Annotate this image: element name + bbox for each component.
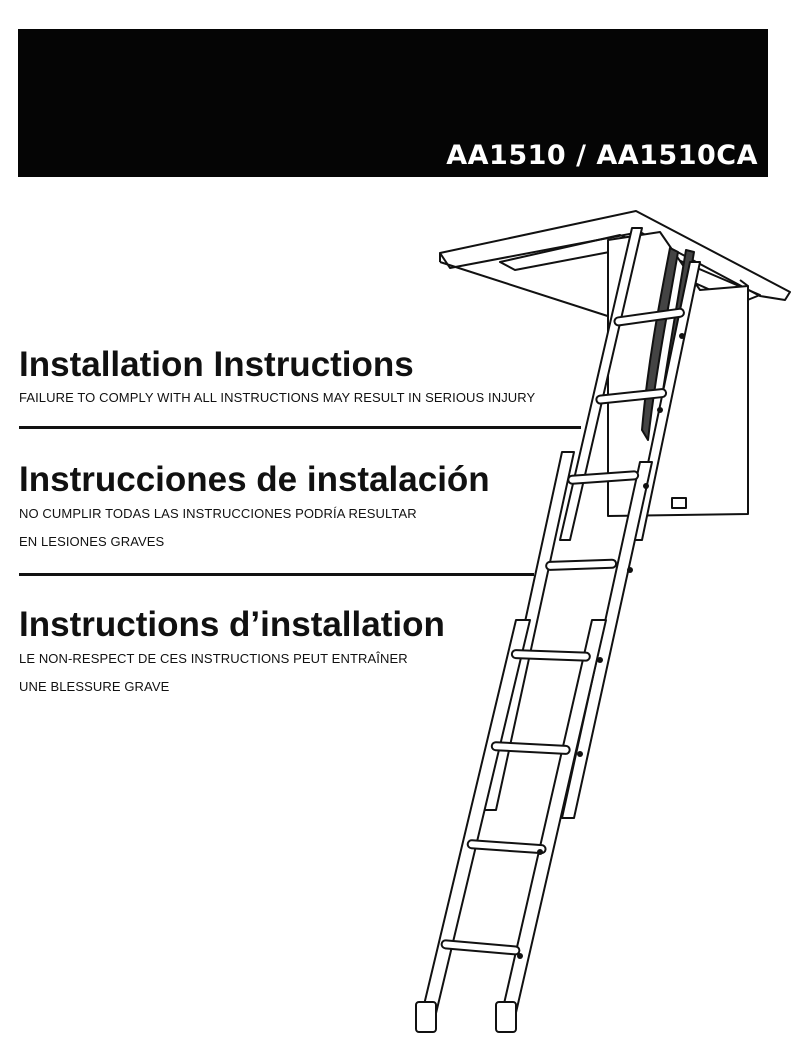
french-warning-line2: UNE BLESSURE GRAVE <box>19 679 170 694</box>
rung <box>441 940 519 955</box>
header-banner <box>18 29 768 177</box>
spanish-title: Instrucciones de instalación <box>19 460 490 499</box>
english-title: Installation Instructions <box>19 345 414 384</box>
rung <box>512 650 590 661</box>
spanish-warning-line1: NO CUMPLIR TODAS LAS INSTRUCCIONES PODRÍA RESULTAR <box>19 506 417 521</box>
french-section <box>19 605 445 697</box>
english-warning: FAILURE TO COMPLY WITH ALL INSTRUCTIONS MAY RESULT IN SERIOUS INJURY <box>19 390 536 405</box>
french-warning-line1: LE NON-RESPECT DE CES INSTRUCTIONS PEUT ENTRAÎNER <box>19 651 408 666</box>
french-title: Instructions d’installation <box>19 605 445 644</box>
attic-ladder-icon <box>400 200 800 1045</box>
rung <box>467 840 545 853</box>
right-foot <box>496 1002 516 1032</box>
model-number: AA1510 / AA1510CA <box>446 140 758 171</box>
rung <box>546 560 616 570</box>
spanish-warning-line2: EN LESIONES GRAVES <box>19 534 165 549</box>
latch <box>672 498 686 508</box>
left-foot <box>416 1002 436 1032</box>
